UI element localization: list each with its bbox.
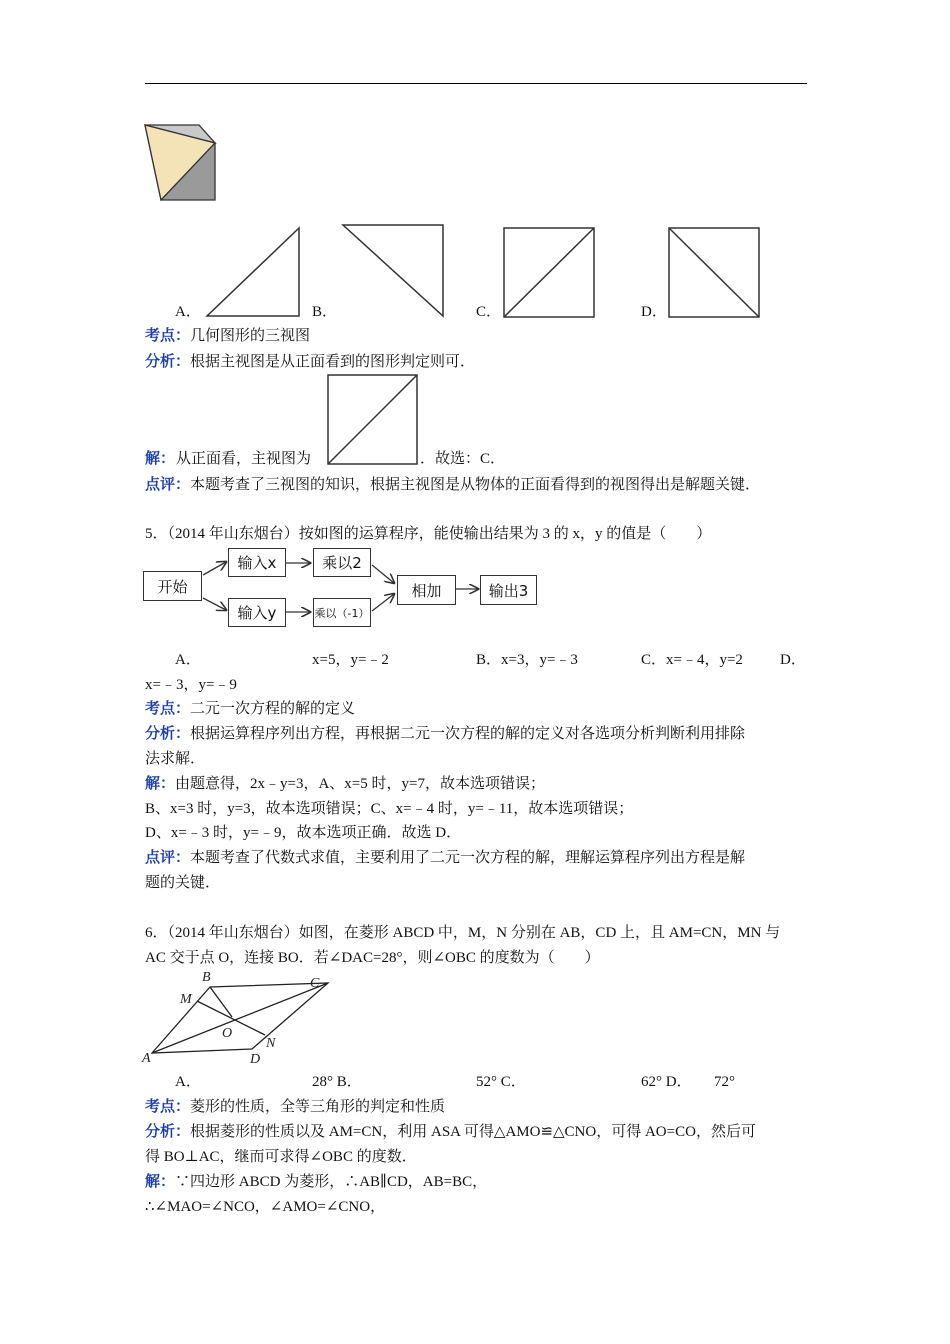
flow-start-box: 开始 <box>143 571 202 601</box>
kaodian-text: 几何图形的三视图 <box>190 328 311 344</box>
fenxi-label: 分析： <box>145 1124 191 1140</box>
kaodian-label: 考点： <box>145 328 191 344</box>
dianping-label: 点评： <box>145 477 191 493</box>
flow-input-y-box: 输入y <box>228 598 286 627</box>
dianping-text: 本题考查了三视图的知识，根据主视图是从物体的正面看得到的视图得出是解题关键． <box>190 477 761 493</box>
point-label-c: C <box>310 976 320 991</box>
kaodian-text: 二元一次方程的解的定义 <box>190 701 356 717</box>
jie-label: 解： <box>145 776 176 792</box>
q4-jie-after: ．故选：C． <box>420 451 506 467</box>
fenxi-text-1: 根据菱形的性质以及 AM=CN，利用 ASA 可得△AMO≌△CNO，可得 AO=CO，然后可 <box>190 1124 756 1140</box>
q6-stem-1: 6．（2014 年山东烟台）如图，在菱形 ABCD 中，M，N 分别在 AB，CD 上，且 AM=CN，MN 与 <box>145 925 781 941</box>
jie-text-1: 由题意得，2x﹣y=3，A、x=5 时，y=7，故本选项错误； <box>175 776 545 792</box>
point-label-m: M <box>180 992 192 1007</box>
q5-jie <box>145 774 545 794</box>
point-label-n: N <box>266 1036 276 1051</box>
point-label-a: A <box>142 1051 151 1066</box>
q5-fenxi <box>145 724 745 744</box>
q4-option-a-letter[interactable]: A． <box>175 304 201 320</box>
q6-value-b-option-c[interactable]: 52° C． <box>476 1074 526 1090</box>
dianping-text-1: 本题考查了代数式求值，主要利用了二元一次方程的解，理解运算程序列出方程是解 <box>190 850 746 866</box>
jie-text-1: ∵四边形 ABCD 为菱形，∴AB∥CD，AB=BC， <box>175 1174 488 1190</box>
q6-value-a-option-b[interactable]: 28° B． <box>312 1074 362 1090</box>
flow-times-neg1-box: 乘以（-1） <box>313 598 371 627</box>
kaodian-label: 考点： <box>145 1099 191 1115</box>
q5-option-b[interactable]: B．x=3，y=﹣3 <box>476 652 578 668</box>
flow-times2-box: 乘以2 <box>313 548 371 577</box>
dianping-label: 点评： <box>145 850 191 866</box>
q5-option-c[interactable]: C．x=﹣4，y=2 <box>641 652 743 668</box>
kaodian-text: 菱形的性质，全等三角形的判定和性质 <box>190 1099 446 1115</box>
fenxi-text-1: 根据运算程序列出方程，再根据二元一次方程的解的定义对各选项分析判断利用排除 <box>190 726 746 742</box>
fenxi-text: 根据主视图是从正面看到的图形判定则可． <box>190 354 476 370</box>
point-label-d: D <box>250 1052 261 1067</box>
fenxi-label: 分析： <box>145 354 191 370</box>
flow-input-x-box: 输入x <box>228 548 286 577</box>
point-label-o: O <box>222 1026 233 1041</box>
q5-fenxi-2: 法求解． <box>145 751 206 767</box>
flow-add-box: 相加 <box>397 575 456 605</box>
q6-option-a[interactable]: A． <box>175 1074 201 1090</box>
q4-jie-before: 从正面看，主视图为 <box>176 451 312 467</box>
flow-output-box: 输出3 <box>480 575 537 605</box>
q6-jie-2: ∴∠MAO=∠NCO，∠AMO=∠CNO， <box>145 1199 386 1215</box>
q6-value-d[interactable]: 72° <box>714 1074 735 1090</box>
point-label-b: B <box>202 970 211 985</box>
jie-label: 解： <box>145 1174 176 1190</box>
q5-option-d-value[interactable]: x=﹣3，y=﹣9 <box>145 677 237 693</box>
q4-option-b-letter[interactable]: B． <box>312 304 338 320</box>
q5-jie-2: B、x=3 时，y=3，故本选项错误；C、x=﹣4 时，y=﹣11，故本选项错误； <box>145 801 634 817</box>
q5-dianping-2: 题的关键． <box>145 875 221 891</box>
q6-value-c-option-d[interactable]: 62° D． <box>641 1074 692 1090</box>
q4-option-c-letter[interactable]: C． <box>476 304 502 320</box>
q5-jie-3: D、x=﹣3 时，y=﹣9，故本选项正确．故选 D． <box>145 825 462 841</box>
q5-option-a-value[interactable]: x=5，y=﹣2 <box>312 652 389 668</box>
q5-option-d-letter[interactable]: D． <box>780 652 806 668</box>
q6-stem-2: AC 交于点 O，连接 BO．若∠DAC=28°，则∠OBC 的度数为（ ） <box>145 950 600 966</box>
q5-dianping <box>145 848 745 868</box>
q5-kaodian <box>145 699 355 719</box>
q4-option-d-letter[interactable]: D． <box>641 304 667 320</box>
kaodian-label: 考点： <box>145 701 191 717</box>
q5-option-a-letter[interactable]: A． <box>175 652 201 668</box>
rhombus-figure <box>140 965 340 1065</box>
q6-jie <box>145 1172 487 1192</box>
q6-kaodian <box>145 1097 445 1117</box>
q4-jie-label: 解： <box>145 451 176 467</box>
q6-fenxi <box>145 1122 756 1142</box>
q5-stem: 5．（2014 年山东烟台）按如图的运算程序，能使输出结果为 3 的 x，y 的值是（ ） <box>145 526 712 542</box>
fenxi-label: 分析： <box>145 726 191 742</box>
q6-fenxi-2: 得 BO⊥AC，继而可求得∠OBC 的度数． <box>145 1149 417 1165</box>
